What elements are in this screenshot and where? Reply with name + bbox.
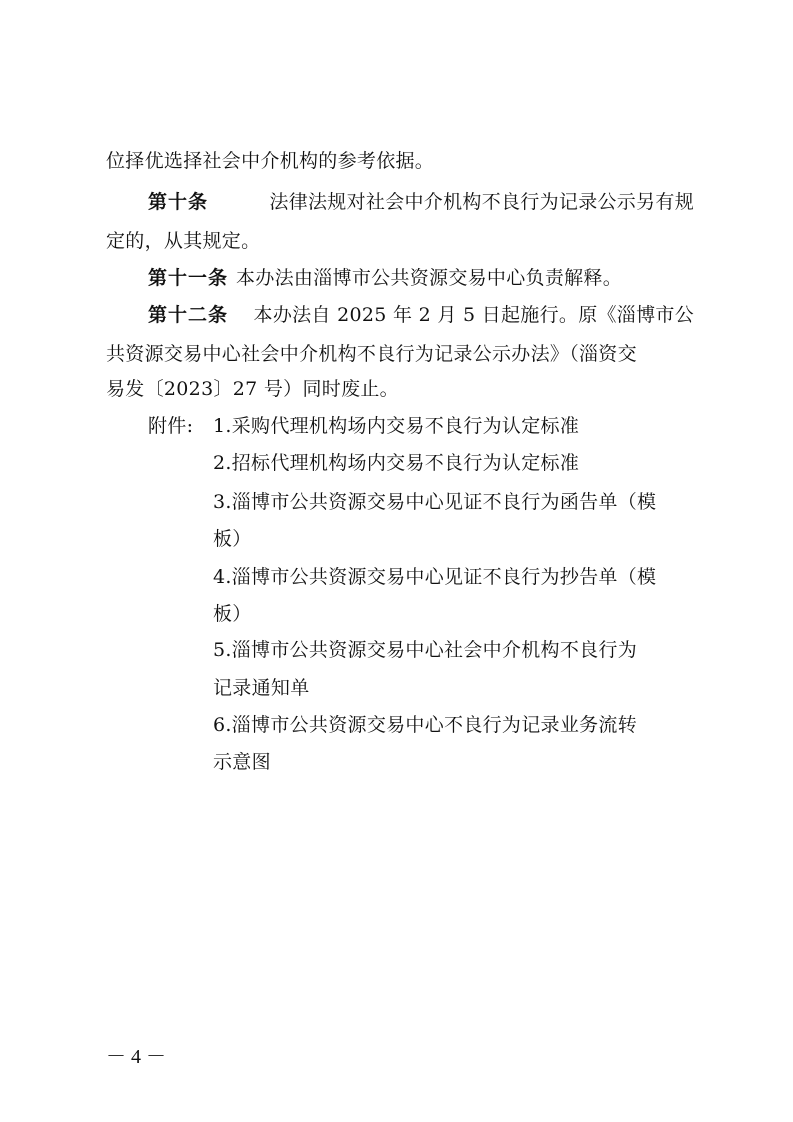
attachment-item-text: 5.淄博市公共资源交易中心社会中介机构不良行为 [213, 639, 638, 661]
paragraph-continuation [106, 148, 434, 174]
article-text: 定的，从其规定。 [106, 230, 261, 252]
attachment-item-5-cont [213, 675, 310, 701]
article-text: 易发〔2023〕27 号）同时废止。 [106, 378, 399, 400]
attachment-label-text: 附件: [148, 415, 194, 437]
attachment-item-1 [213, 413, 579, 439]
article-text: 法律法规对社会中介机构不良行为记录公示另有规 [269, 191, 694, 213]
article-text: 本办法自 2025 年 2 月 5 日起施行。原《淄博市公 [253, 304, 694, 326]
article-11-line1 [148, 265, 622, 291]
attachment-item-6-cont [213, 749, 271, 775]
attachment-item-3 [213, 489, 656, 515]
article-heading: 第十二条 [148, 304, 229, 326]
attachment-item-4 [213, 564, 656, 590]
attachment-item-2 [213, 450, 579, 476]
article-text: 本办法由淄博市公共资源交易中心负责解释。 [236, 267, 623, 289]
attachment-item-text: 记录通知单 [213, 677, 310, 699]
article-text: 共资源交易中心社会中介机构不良行为记录公示办法》（淄资交 [106, 343, 637, 365]
attachment-item-4-cont [213, 601, 252, 627]
attachment-item-3-cont [213, 526, 252, 552]
article-10-line2 [106, 228, 260, 254]
attachment-item-text: 1.采购代理机构场内交易不良行为认定标准 [213, 415, 580, 437]
attachment-item-5 [213, 637, 637, 663]
article-10-line1 [148, 189, 694, 215]
attachment-item-text: 3.淄博市公共资源交易中心见证不良行为函告单（模 [213, 491, 657, 513]
attachment-item-text: 板） [213, 528, 252, 550]
attachment-item-6 [213, 712, 637, 738]
attachment-item-text: 板） [213, 603, 252, 625]
attachment-item-text: 6.淄博市公共资源交易中心不良行为记录业务流转 [213, 714, 638, 736]
paragraph-text: 位择优选择社会中介机构的参考依据。 [106, 150, 435, 172]
article-12-line3 [106, 376, 399, 402]
article-heading: 第十一条 [148, 267, 229, 289]
article-heading: 第十条 [148, 191, 209, 213]
attachment-label [148, 413, 193, 439]
page-number: － 4 － [106, 1046, 166, 1068]
attachment-item-text: 2.招标代理机构场内交易不良行为认定标准 [213, 452, 580, 474]
article-12-line1 [148, 302, 694, 328]
attachment-item-text: 示意图 [213, 751, 271, 773]
attachment-item-text: 4.淄博市公共资源交易中心见证不良行为抄告单（模 [213, 566, 657, 588]
article-12-line2 [106, 341, 637, 367]
